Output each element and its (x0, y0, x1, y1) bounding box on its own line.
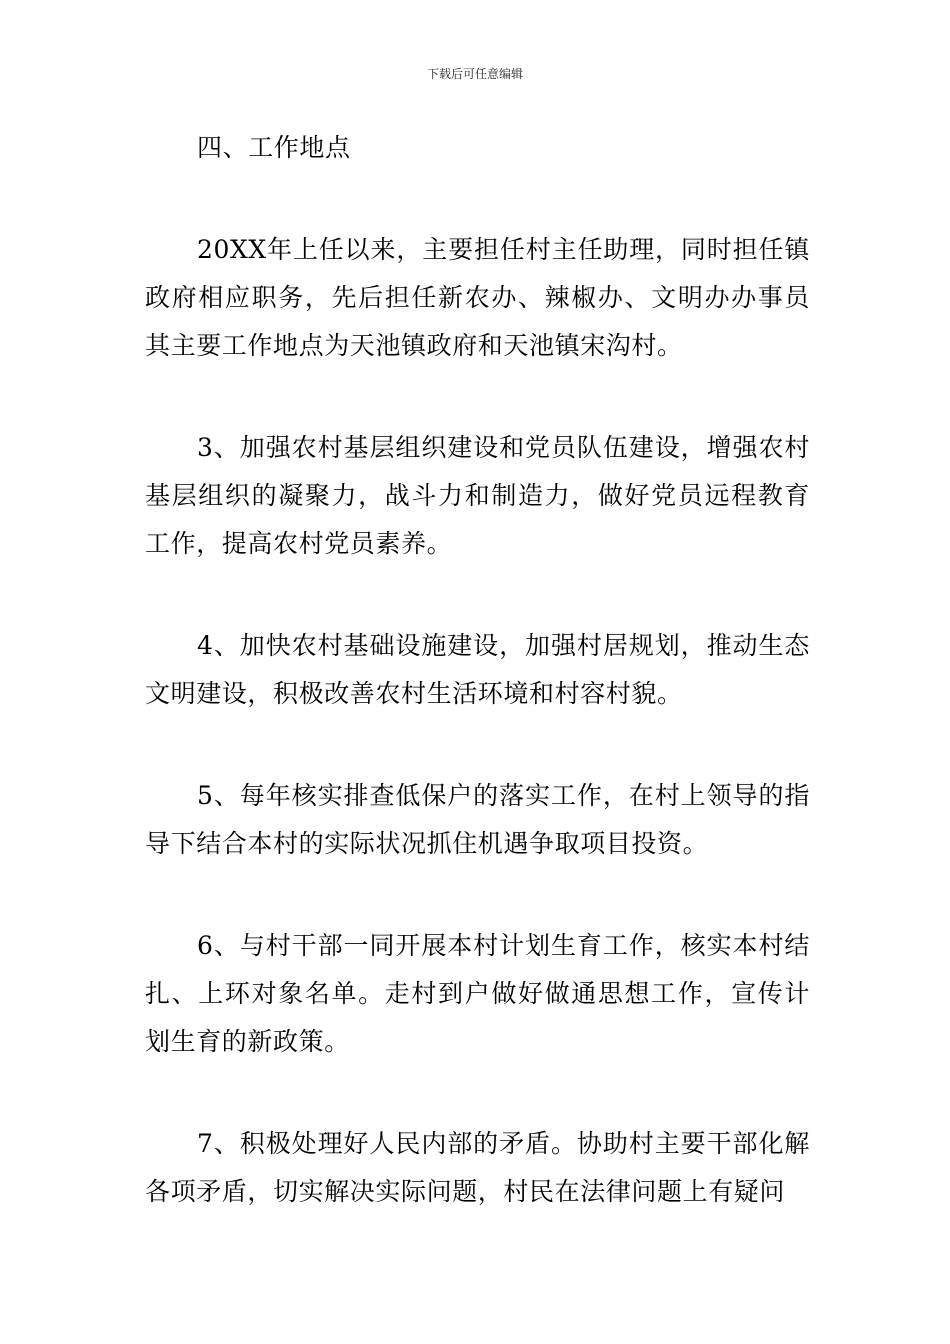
paragraph-item-6: 6、与村干部一同开展本村计划生育工作，核实本村结扎、上环对象名单。走村到户做好做通思想工作，宣传计划生育的新政策。 (145, 931, 810, 1056)
paragraph-item-7: 7、积极处理好人民内部的矛盾。协助村主要干部化解各项矛盾，切实解决实际问题，村民在法律问题上有疑问 (145, 1129, 810, 1206)
document-body (145, 124, 810, 1216)
paragraph-gap (145, 868, 810, 922)
paragraph-gap (145, 568, 810, 622)
paragraph-gap (145, 718, 810, 772)
paragraph-item-3: 3、加强农村基层组织建设和党员队伍建设，增强农村基层组织的凝聚力，战斗力和制造力，做好党员远程教育工作，提高农村党员素养。 (145, 433, 810, 558)
page-header-note: 下载后可任意编辑 (426, 67, 523, 81)
paragraph-gap (145, 370, 810, 424)
paragraph-gap (145, 172, 810, 226)
paragraph-item-4: 4、加快农村基础设施建设，加强村居规划，推动生态文明建设，积极改善农村生活环境和村容村貌。 (145, 631, 810, 708)
paragraph-item-5: 5、每年核实排查低保户的落实工作，在村上领导的指导下结合本村的实际状况抓住机遇争取项目投资。 (145, 781, 810, 858)
section-heading: 四、工作地点 (197, 133, 351, 162)
paragraph-gap (145, 1066, 810, 1120)
paragraph-work-location: 20XX年上任以来，主要担任村主任助理，同时担任镇政府相应职务，先后担任新农办、辣椒办、文明办办事员其主要工作地点为天池镇政府和天池镇宋沟村。 (145, 235, 810, 360)
